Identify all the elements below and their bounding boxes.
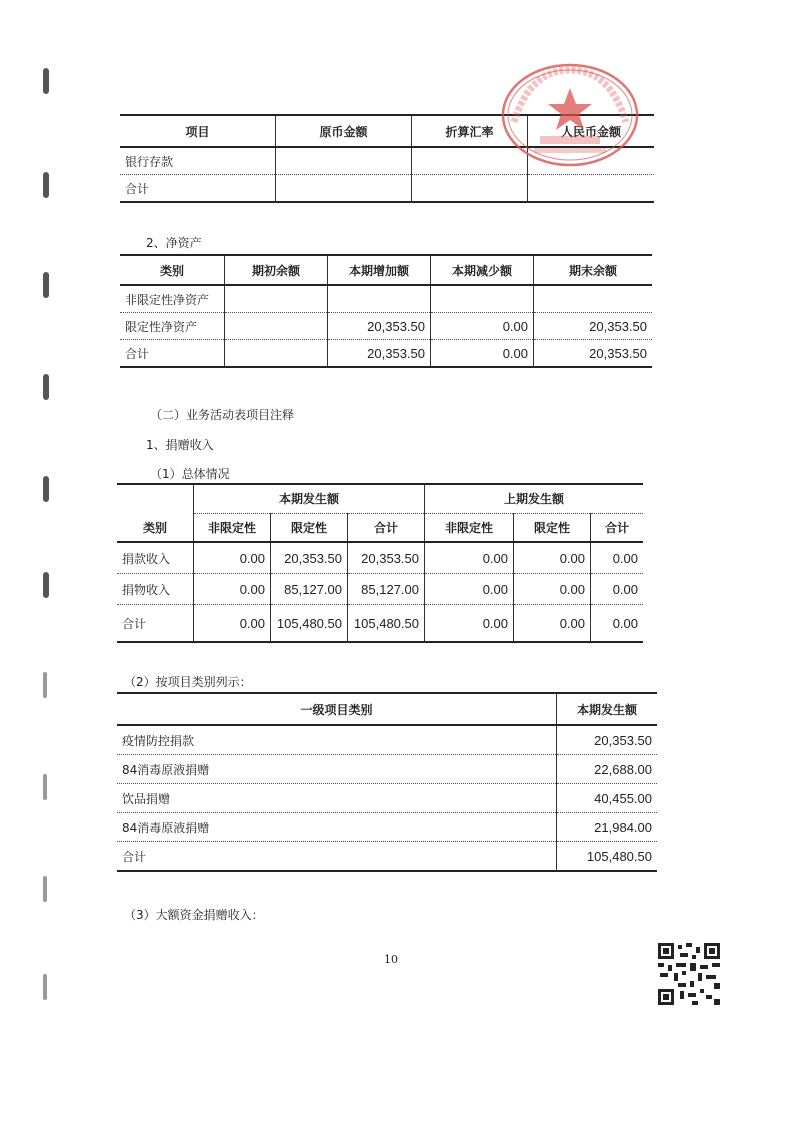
- cell: 20,353.50: [328, 313, 431, 340]
- col-header-category: 类别: [159, 263, 184, 278]
- cell: [328, 285, 431, 313]
- cell: 0.00: [194, 542, 271, 574]
- blank-cell: [117, 484, 194, 513]
- cell: 20,353.50: [348, 542, 425, 574]
- col-header-category: 一级项目类别: [300, 702, 373, 717]
- cell: 0.00: [591, 542, 644, 574]
- row-label: 合计: [125, 346, 150, 361]
- col-header-closing: 期末余额: [534, 255, 653, 285]
- cell: [528, 175, 655, 203]
- cell: 0.00: [431, 313, 534, 340]
- donation-overall-table: [117, 483, 643, 643]
- cell: 0.00: [425, 542, 514, 574]
- cell: 0.00: [514, 605, 591, 643]
- section-title: （二）业务活动表项目注释: [150, 408, 295, 422]
- binder-mark: [43, 774, 47, 800]
- cell: 22,688.00: [557, 755, 658, 784]
- table-row: [120, 175, 654, 203]
- subsection-title: 1、捐赠收入: [146, 438, 214, 452]
- binder-mark: [43, 172, 49, 198]
- binder-mark: [43, 476, 49, 502]
- row-label: 银行存款: [125, 154, 174, 169]
- cell: 0.00: [425, 605, 514, 643]
- row-label: 饮品捐赠: [122, 791, 171, 806]
- col-header: 限定性: [514, 513, 591, 542]
- row-label: 合计: [122, 616, 147, 631]
- company-seal: [500, 60, 640, 170]
- row-label: 限定性净资产: [125, 319, 198, 334]
- table-row: [120, 285, 652, 313]
- cell: 20,353.50: [534, 340, 653, 368]
- cell: [225, 340, 328, 368]
- cell: 0.00: [514, 542, 591, 574]
- col-header: 合计: [591, 513, 644, 542]
- binder-mark: [43, 272, 49, 298]
- cell: 85,127.00: [348, 574, 425, 605]
- table-row: [120, 340, 652, 368]
- cell: [276, 175, 412, 203]
- binder-mark: [43, 974, 47, 1000]
- col-header-opening: 期初余额: [225, 255, 328, 285]
- cell: 0.00: [591, 574, 644, 605]
- cell: 0.00: [514, 574, 591, 605]
- binder-mark: [43, 876, 47, 902]
- col-header: 限定性: [271, 513, 348, 542]
- cell: 21,984.00: [557, 813, 658, 842]
- col-header-category: 类别: [142, 520, 167, 535]
- row-label: 84消毒原液捐赠: [122, 762, 210, 777]
- cell: 20,353.50: [534, 313, 653, 340]
- cell: [225, 285, 328, 313]
- table-row: [117, 784, 657, 813]
- binder-mark: [43, 572, 49, 598]
- table-row: [117, 725, 657, 755]
- cell: [276, 147, 412, 175]
- col-header-item: 项目: [185, 124, 210, 139]
- table-row: [117, 813, 657, 842]
- cell: 20,353.50: [557, 725, 658, 755]
- row-label: 合计: [122, 849, 147, 864]
- table-row: [117, 605, 643, 643]
- net-assets-table: [120, 254, 652, 368]
- cell: 0.00: [431, 340, 534, 368]
- large-donations-heading: （3）大额资金捐赠收入：: [124, 908, 264, 922]
- col-header-decrease: 本期减少额: [431, 255, 534, 285]
- cell: 0.00: [591, 605, 644, 643]
- binder-mark: [43, 672, 47, 698]
- binder-mark: [43, 374, 49, 400]
- by-category-heading: （2）按项目类别列示：: [124, 675, 252, 689]
- table-row: [117, 574, 643, 605]
- group-header-prior: 上期发生额: [425, 484, 644, 513]
- cell: 20,353.50: [328, 340, 431, 368]
- cell: 85,127.00: [271, 574, 348, 605]
- cell: [431, 285, 534, 313]
- table-row: [117, 842, 657, 872]
- col-header-increase: 本期增加额: [328, 255, 431, 285]
- cell: 105,480.50: [348, 605, 425, 643]
- row-label: 合计: [125, 181, 150, 196]
- subsection-title: （1）总体情况: [150, 467, 230, 481]
- table-row: [117, 542, 643, 574]
- col-header-exchange-rate: 折算汇率: [412, 115, 528, 147]
- col-header: 非限定性: [194, 513, 271, 542]
- col-header-original-amount: 原币金额: [276, 115, 412, 147]
- cell: 0.00: [194, 605, 271, 643]
- row-label: 捐款收入: [122, 551, 171, 566]
- cell: 0.00: [425, 574, 514, 605]
- col-header: 非限定性: [425, 513, 514, 542]
- cell: [412, 175, 528, 203]
- binder-mark: [43, 68, 49, 94]
- col-header: 合计: [348, 513, 425, 542]
- row-label: 84消毒原液捐赠: [122, 820, 210, 835]
- row-label: 非限定性净资产: [125, 292, 210, 307]
- qr-code-icon: [656, 941, 722, 1007]
- cell: 105,480.50: [557, 842, 658, 872]
- cell: 40,455.00: [557, 784, 658, 813]
- net-assets-heading: 2、净资产: [146, 236, 202, 250]
- cell: 0.00: [194, 574, 271, 605]
- by-category-table: [117, 692, 657, 872]
- group-header-current: 本期发生额: [194, 484, 425, 513]
- table-row: [120, 313, 652, 340]
- cell: 105,480.50: [271, 605, 348, 643]
- col-header-amount: 本期发生额: [557, 693, 658, 725]
- cell: [225, 313, 328, 340]
- page-number: 10: [384, 953, 398, 966]
- col-header-rmb-amount: 人民币金额: [528, 115, 655, 147]
- table-row: [117, 755, 657, 784]
- cell: [534, 285, 653, 313]
- row-label: 疫情防控捐款: [122, 733, 195, 748]
- cell: 20,353.50: [271, 542, 348, 574]
- row-label: 捐物收入: [122, 582, 171, 597]
